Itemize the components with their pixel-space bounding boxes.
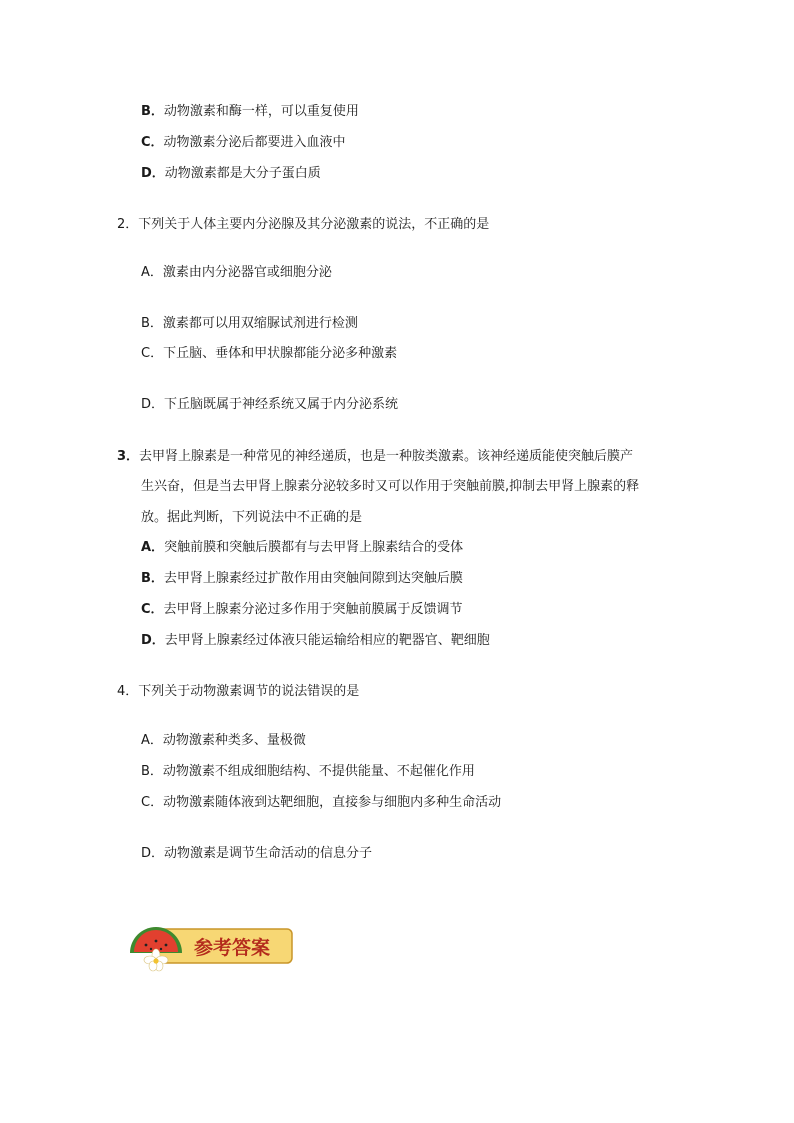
option-text: 动物激素不组成细胞结构、不提供能量、不起催化作用 [162, 764, 475, 779]
q4-option-c [141, 794, 501, 812]
question-number: 3． [117, 449, 140, 464]
option-text: 动物激素随体液到达靶细胞，直接参与细胞内多种生命活动 [163, 795, 502, 810]
q3-stem-line-3 [141, 509, 362, 527]
option-letter: B． [141, 316, 163, 331]
option-letter: C． [141, 135, 164, 150]
option-letter: B． [141, 104, 164, 119]
question-text: 生兴奋，但是当去甲肾上腺素分泌较多时又可以作用于突触前膜,抑制去甲肾上腺素的释 [141, 479, 640, 494]
option-text: 去甲肾上腺素分泌过多作用于突触前膜属于反馈调节 [163, 602, 463, 617]
q2-stem [117, 216, 489, 234]
q3-option-d [141, 632, 490, 650]
question-text: 下列关于人体主要内分泌腺及其分泌激素的说法，不正确的是 [138, 217, 490, 232]
watermelon-flower-icon [126, 919, 296, 973]
option-text: 动物激素种类多、量极微 [162, 733, 306, 748]
question-number: 2． [117, 217, 139, 232]
option-letter: C． [141, 346, 164, 361]
option-text: 激素都可以用双缩脲试剂进行检测 [162, 316, 358, 331]
option-letter: D． [141, 397, 165, 412]
option-letter: B． [141, 571, 164, 586]
option-letter: C． [141, 602, 164, 617]
option-text: 突触前膜和突触后膜都有与去甲肾上腺素结合的受体 [164, 540, 464, 555]
option-text: 动物激素都是大分子蛋白质 [164, 166, 321, 181]
option-text: 去甲肾上腺素经过扩散作用由突触间隙到达突触后膜 [163, 571, 463, 586]
option-letter: B． [141, 764, 163, 779]
option-letter: C． [141, 795, 164, 810]
option-text: 激素由内分泌器官或细胞分泌 [162, 265, 332, 280]
q1-option-c [141, 134, 346, 152]
q3-option-c [141, 601, 463, 619]
option-text: 下丘脑既属于神经系统又属于内分泌系统 [164, 397, 399, 412]
option-text: 动物激素分泌后都要进入血液中 [163, 135, 346, 150]
option-letter: D． [141, 166, 165, 181]
option-text: 动物激素和酶一样，可以重复使用 [163, 104, 359, 119]
q3-option-a [141, 539, 463, 557]
q4-option-a [141, 732, 306, 750]
q4-option-b [141, 763, 475, 781]
q3-stem-line-2 [141, 478, 639, 496]
q4-option-d [141, 845, 372, 863]
option-text: 动物激素是调节生命活动的信息分子 [164, 846, 373, 861]
q1-option-b [141, 103, 359, 121]
q1-option-d [141, 165, 321, 183]
q2-option-c [141, 345, 397, 363]
q3-option-b [141, 570, 463, 588]
option-letter: D． [141, 846, 165, 861]
q2-option-d [141, 396, 398, 414]
option-letter: A． [141, 733, 163, 748]
q2-option-a [141, 264, 332, 282]
option-text: 下丘脑、垂体和甲状腺都能分泌多种激素 [163, 346, 398, 361]
q2-option-b [141, 315, 358, 333]
question-text: 放。据此判断，下列说法中不正确的是 [141, 510, 363, 525]
question-text: 下列关于动物激素调节的说法错误的是 [138, 684, 360, 699]
q3-stem-line-1 [117, 448, 633, 466]
answer-key-banner [126, 919, 296, 973]
answer-key-title: 参考答案 [193, 937, 271, 959]
option-letter: A． [141, 265, 163, 280]
option-text: 去甲肾上腺素经过体液只能运输给相应的靶器官、靶细胞 [164, 633, 490, 648]
question-number: 4． [117, 684, 139, 699]
option-letter: A． [141, 540, 165, 555]
question-text: 去甲肾上腺素是一种常见的神经递质，也是一种胺类激素。该神经递质能使突触后膜产 [139, 449, 634, 464]
q4-stem [117, 683, 359, 701]
option-letter: D． [141, 633, 165, 648]
